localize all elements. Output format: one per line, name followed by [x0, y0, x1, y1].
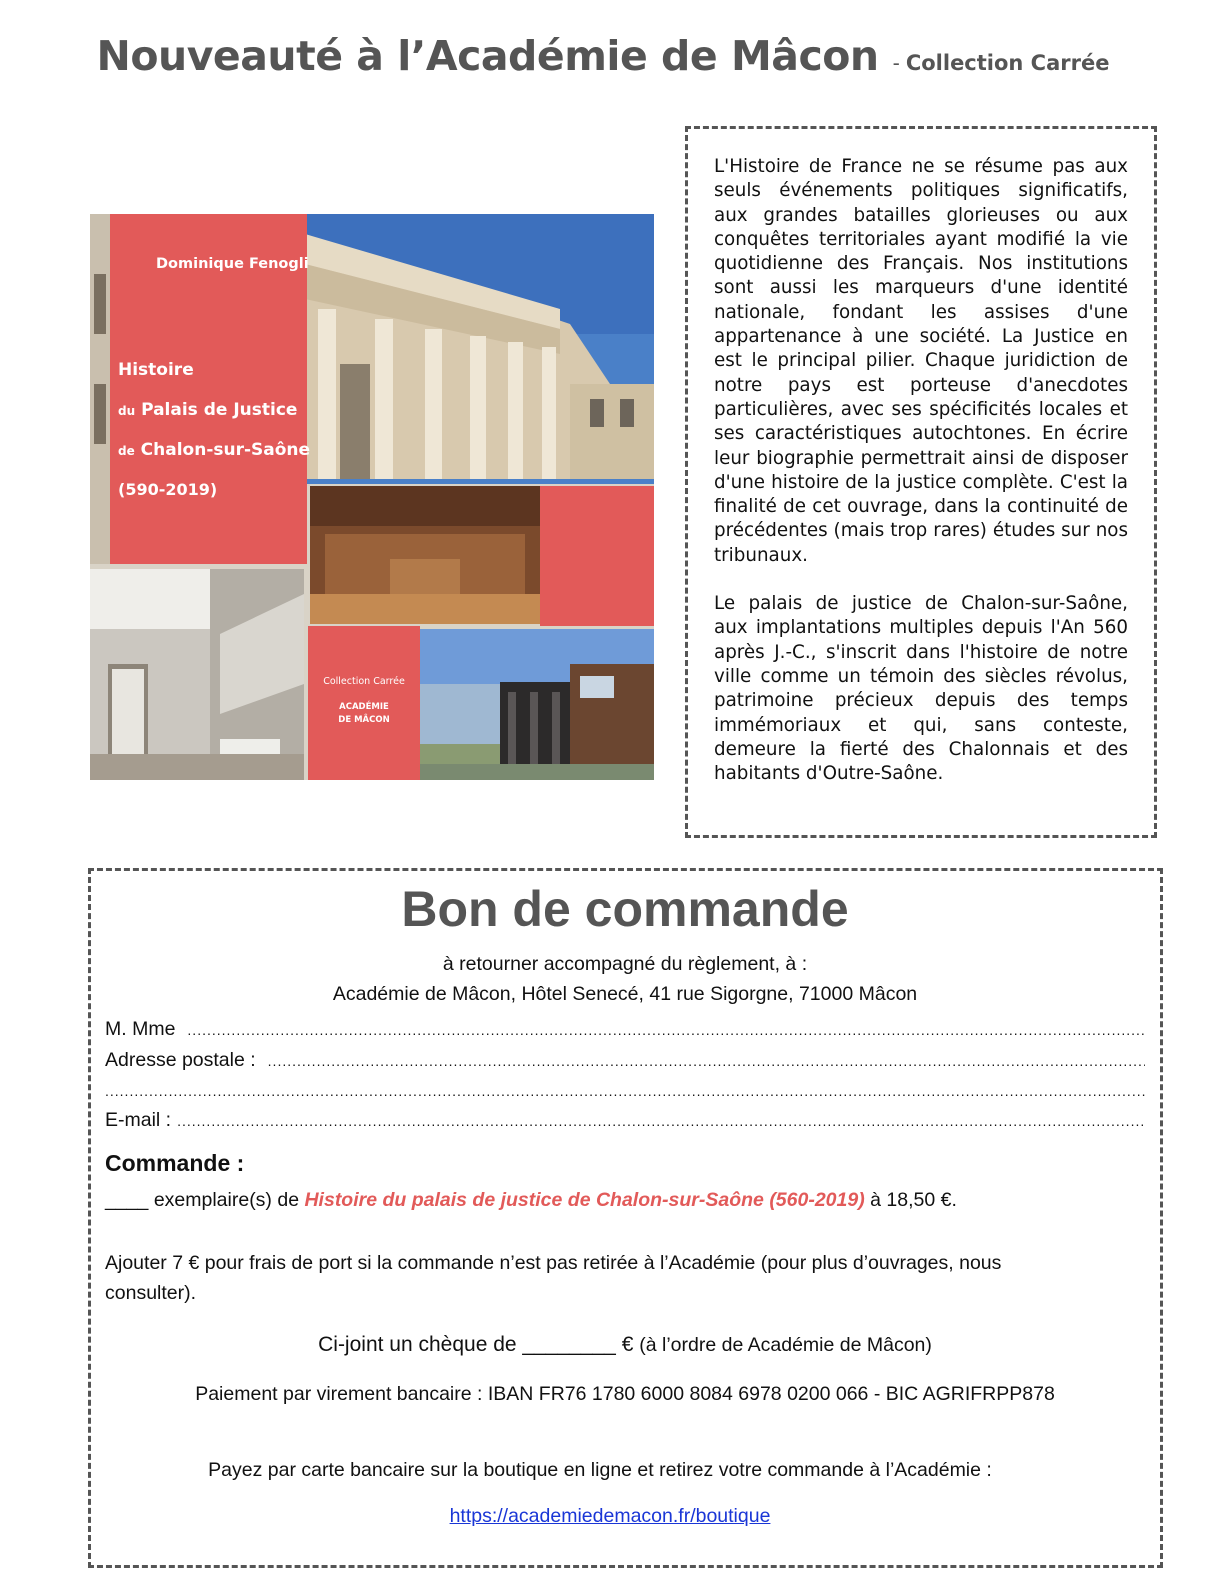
cover-author: Dominique Fenogli: [156, 256, 309, 272]
cover-side-panel: [540, 486, 654, 626]
name-field-line[interactable]: [187, 1018, 1145, 1041]
command-heading: Commande :: [105, 1150, 245, 1176]
address-field-label: Adresse postale :: [105, 1049, 256, 1071]
summary-paragraph-2: Le palais de justice de Chalon-sur-Saône, aux implantations multiples depuis l'An 560 après J.-C., s'inscrit dans l'histoire de notre ville comme un témoin des siècles révolus, patrimoine précieux depuis des temps immémoriaux et qui, sans conteste, demeure la fierté des Chalonnais et des habitants d'Outre-Saône.: [714, 593, 1128, 785]
address-field[interactable]: [105, 1049, 1145, 1072]
address-field-extra[interactable]: [105, 1079, 1145, 1102]
email-field-line[interactable]: [177, 1109, 1145, 1132]
cheque-line: [0, 1333, 1206, 1357]
summary-paragraph-1: L'Histoire de France ne se résume pas aux seuls événements politiques significatifs, aux grandes batailles glorieuses ou aux conquêtes territoriales ayant modifié la vie quotidienne des Français. Nos institutions sont aussi les marqueurs d'une identité nationale, fondant les assises d'une appartenance à une société. La Justice en est le principal pilier. Chaque juridiction de notre pays est porteuse d'anecdotes particulières, avec ses spécificités locales et ses caractéristiques autochtones. En écrire leur biographie permettrait ainsi de disposer d'une histoire de la justice complète. C'est la finalité de cet ouvrage, dans la continuité de précédentes (mais trop rares) études sur nos tribunaux.: [714, 156, 1128, 566]
return-address: Académie de Mâcon, Hôtel Senecé, 41 rue Sigorgne, 71000 Mâcon: [332, 983, 918, 1005]
cheque-label: Ci-joint un chèque de: [318, 1333, 517, 1356]
name-field[interactable]: [105, 1018, 1145, 1041]
cover-title-line3: [118, 440, 310, 460]
quantity-line: [105, 1189, 957, 1212]
shipping-line-1: Ajouter 7 € pour frais de port si la commande n’est pas retirée à l’Académie (pour plus d’ouvrages, nous: [105, 1252, 1002, 1274]
shipping-line-2: consulter).: [105, 1282, 197, 1304]
price-text: à 18,50 €.: [870, 1189, 957, 1211]
order-form-title: Bon de commande: [401, 881, 849, 937]
cover-title-city: Chalon-sur-Saône: [140, 440, 311, 460]
quantity-blank[interactable]: ____: [105, 1189, 149, 1211]
cheque-payee: (à l’ordre de Académie de Mâcon): [639, 1334, 932, 1356]
page-title: Nouveauté à l’Académie de Mâcon: [96, 32, 879, 80]
cover-title-prefix-de: de: [118, 444, 135, 458]
shop-link[interactable]: https://academiedemacon.fr/boutique: [449, 1505, 771, 1527]
return-instruction: à retourner accompagné du règlement, à :: [442, 953, 808, 975]
cover-collection-label: Collection Carrée: [323, 676, 405, 687]
shop-link-wrapper: [0, 1505, 1206, 1528]
card-payment-line: Payez par carte bancaire sur la boutique en ligne et retirez votre commande à l’Académie :: [208, 1459, 992, 1481]
quantity-text: exemplaire(s) de: [153, 1189, 300, 1211]
email-field-label: E-mail :: [105, 1109, 172, 1131]
cover-title-palais: Palais de Justice: [141, 400, 298, 420]
order-book-title: Histoire du palais de justice de Chalon-sur-Saône (560-2019): [304, 1189, 865, 1211]
cover-publisher-line2: DE MÂCON: [338, 715, 390, 725]
header-separator: -: [892, 51, 900, 75]
cover-publisher-line1: ACADÉMIE: [339, 702, 389, 712]
cover-title-prefix-du: du: [118, 404, 136, 418]
address-field-line[interactable]: [268, 1049, 1145, 1072]
address-field-line-2[interactable]: [105, 1079, 1145, 1102]
name-field-label: M. Mme: [105, 1018, 176, 1040]
page-header: [0, 32, 1206, 80]
bank-transfer-line: Paiement par virement bancaire : IBAN FR76 1780 6000 8084 6978 0200 066 - BIC AGRIFRPP878: [195, 1383, 1055, 1405]
cover-title-line2: [118, 400, 297, 420]
cover-title-line1: Histoire: [118, 360, 194, 380]
email-field[interactable]: [105, 1109, 1145, 1132]
cover-years: (590-2019): [118, 480, 218, 499]
cheque-currency: €: [621, 1333, 634, 1356]
cheque-amount-blank[interactable]: ________: [522, 1333, 616, 1356]
collection-subtitle: Collection Carrée: [905, 51, 1110, 75]
book-summary-box: [685, 126, 1157, 838]
book-cover-image: [90, 214, 654, 780]
